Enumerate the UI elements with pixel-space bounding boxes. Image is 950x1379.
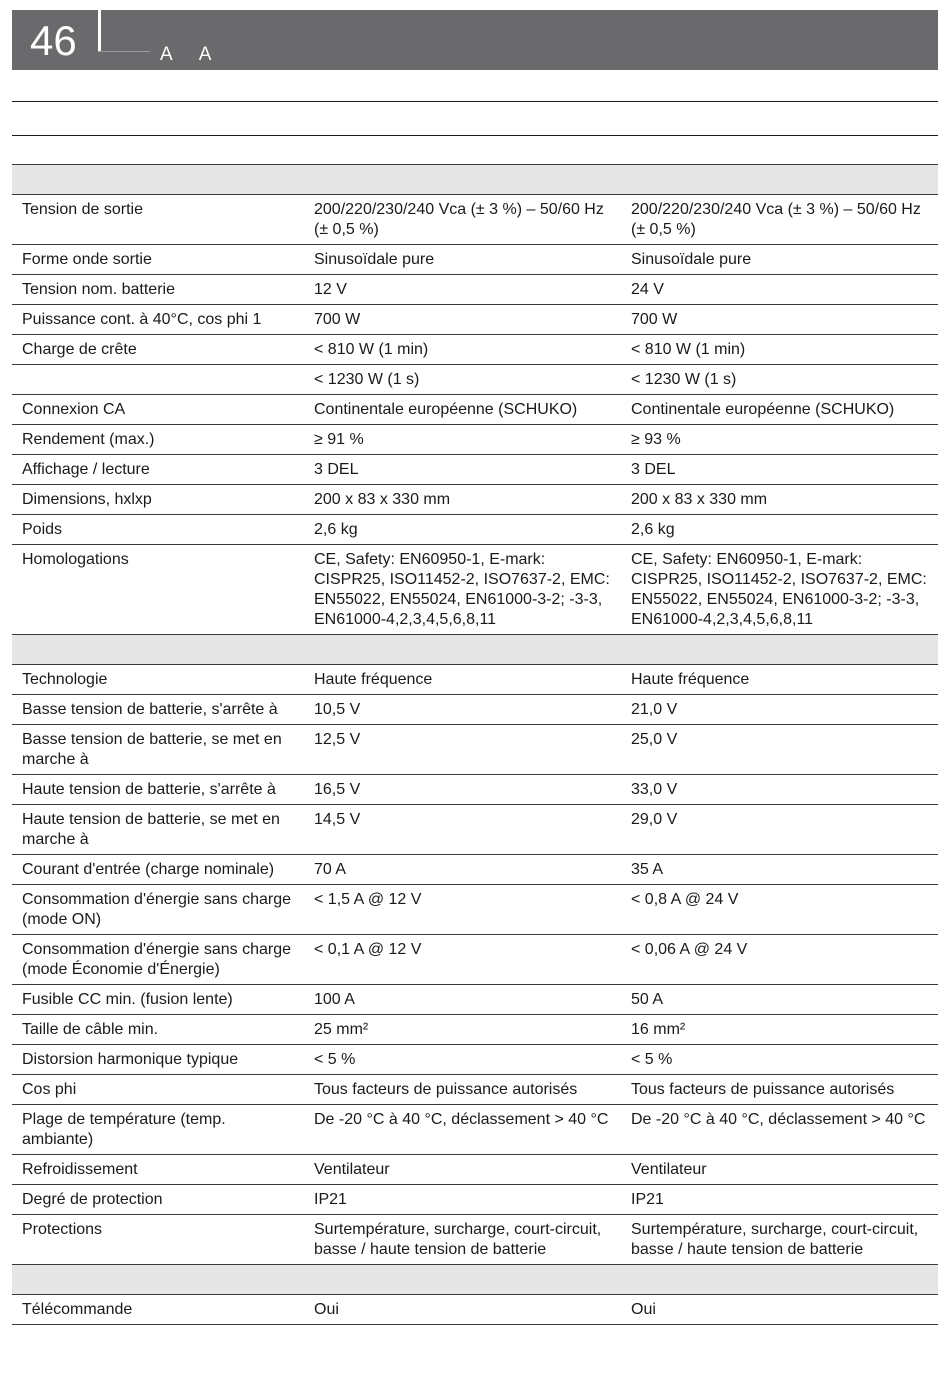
value-model-12v: 12 V — [304, 275, 621, 305]
value-model-24v: 700 W — [621, 305, 938, 335]
table-row — [12, 1155, 938, 1185]
value-model-12v: 12,5 V — [304, 725, 621, 775]
section-title — [12, 1265, 938, 1295]
table-row — [12, 1185, 938, 1215]
value-model-12v: IP21 — [304, 1185, 621, 1215]
spec-label: Forme onde sortie — [12, 245, 304, 275]
value-model-12v: Ventilateur — [304, 1155, 621, 1185]
value-model-24v: ≥ 93 % — [621, 425, 938, 455]
value-model-24v: 24 V — [621, 275, 938, 305]
value-model-24v: 33,0 V — [621, 775, 938, 805]
spec-label: Consommation d'énergie sans charge (mode Économie d'Énergie) — [12, 935, 304, 985]
table-row — [12, 485, 938, 515]
spec-label: Puissance cont. à 40°C, cos phi 1 — [12, 305, 304, 335]
spec-label: Charge de crête — [12, 335, 304, 365]
spec-label: Courant d'entrée (charge nominale) — [12, 855, 304, 885]
value-model-24v: 200 x 83 x 330 mm — [621, 485, 938, 515]
table-row — [12, 1045, 938, 1075]
spec-label: Taille de câble min. — [12, 1015, 304, 1045]
spec-label — [12, 365, 304, 395]
table-row — [12, 1105, 938, 1155]
value-model-12v: CE, Safety: EN60950-1, E-mark: CISPR25, ISO11452-2, ISO7637-2, EMC: EN55022, EN55024, EN61000-3-2; -3-3, EN61000-4,2,3,4,5,6,8,11 — [304, 545, 621, 635]
spec-label: Télécommande — [12, 1295, 304, 1325]
spec-label: Haute tension de batterie, s'arrête à — [12, 775, 304, 805]
value-model-12v: 10,5 V — [304, 695, 621, 725]
value-model-12v: 2,6 kg — [304, 515, 621, 545]
spec-label: Haute tension de batterie, se met en marche à — [12, 805, 304, 855]
spec-label: Cos phi — [12, 1075, 304, 1105]
value-model-12v: 700 W — [304, 305, 621, 335]
table-row — [12, 665, 938, 695]
page-header — [12, 10, 938, 70]
page-number: 46 — [30, 17, 77, 64]
divider-line — [12, 135, 938, 136]
value-model-24v: 2,6 kg — [621, 515, 938, 545]
value-model-12v: 14,5 V — [304, 805, 621, 855]
value-model-24v: 29,0 V — [621, 805, 938, 855]
header-letters — [160, 44, 237, 66]
spec-table — [12, 164, 938, 1325]
spec-label: Degré de protection — [12, 1185, 304, 1215]
spec-label: Homologations — [12, 545, 304, 635]
divider-line — [12, 101, 938, 102]
table-row — [12, 695, 938, 725]
table-row — [12, 275, 938, 305]
table-row — [12, 985, 938, 1015]
value-model-12v: < 1,5 A @ 12 V — [304, 885, 621, 935]
value-model-24v: Haute fréquence — [621, 665, 938, 695]
value-model-24v: Surtempérature, surcharge, court-circuit, basse / haute tension de batterie — [621, 1215, 938, 1265]
value-model-12v: De -20 °C à 40 °C, déclassement > 40 °C — [304, 1105, 621, 1155]
value-model-24v: 50 A — [621, 985, 938, 1015]
value-model-12v: Haute fréquence — [304, 665, 621, 695]
value-model-12v: Tous facteurs de puissance autorisés — [304, 1075, 621, 1105]
section-title — [12, 635, 938, 665]
spec-label: Dimensions, hxlxp — [12, 485, 304, 515]
table-row — [12, 395, 938, 425]
value-model-24v: 21,0 V — [621, 695, 938, 725]
value-model-12v: 200/220/230/240 Vca (± 3 %) – 50/60 Hz (± 0,5 %) — [304, 195, 621, 245]
spec-label: Fusible CC min. (fusion lente) — [12, 985, 304, 1015]
section-header-row — [12, 165, 938, 195]
spec-label: Tension de sortie — [12, 195, 304, 245]
value-model-24v: 3 DEL — [621, 455, 938, 485]
table-row — [12, 1295, 938, 1325]
value-model-24v: 200/220/230/240 Vca (± 3 %) – 50/60 Hz (± 0,5 %) — [621, 195, 938, 245]
value-model-12v: Sinusoïdale pure — [304, 245, 621, 275]
value-model-24v: CE, Safety: EN60950-1, E-mark: CISPR25, ISO11452-2, ISO7637-2, EMC: EN55022, EN55024, EN61000-3-2; -3-3, EN61000-4,2,3,4,5,6,8,11 — [621, 545, 938, 635]
value-model-12v: 3 DEL — [304, 455, 621, 485]
value-model-12v: < 0,1 A @ 12 V — [304, 935, 621, 985]
header-letter: A — [198, 44, 212, 65]
value-model-24v: Ventilateur — [621, 1155, 938, 1185]
value-model-12v: Continentale européenne (SCHUKO) — [304, 395, 621, 425]
value-model-12v: 16,5 V — [304, 775, 621, 805]
spec-label: Protections — [12, 1215, 304, 1265]
spec-label: Consommation d'énergie sans charge (mode ON) — [12, 885, 304, 935]
table-row — [12, 195, 938, 245]
table-row — [12, 725, 938, 775]
value-model-24v: Tous facteurs de puissance autorisés — [621, 1075, 938, 1105]
header-letter: A — [160, 44, 173, 65]
table-row — [12, 545, 938, 635]
value-model-24v: < 0,8 A @ 24 V — [621, 885, 938, 935]
spec-label: Connexion CA — [12, 395, 304, 425]
header-underline — [98, 51, 150, 52]
value-model-24v: De -20 °C à 40 °C, déclassement > 40 °C — [621, 1105, 938, 1155]
table-row — [12, 335, 938, 365]
value-model-12v: < 5 % — [304, 1045, 621, 1075]
spec-label: Tension nom. batterie — [12, 275, 304, 305]
table-row — [12, 515, 938, 545]
table-row — [12, 455, 938, 485]
value-model-24v: 35 A — [621, 855, 938, 885]
value-model-12v: Surtempérature, surcharge, court-circuit, basse / haute tension de batterie — [304, 1215, 621, 1265]
table-row — [12, 425, 938, 455]
value-model-24v: Sinusoïdale pure — [621, 245, 938, 275]
value-model-12v: < 1230 W (1 s) — [304, 365, 621, 395]
table-row — [12, 1015, 938, 1045]
table-row — [12, 365, 938, 395]
spec-label: Basse tension de batterie, s'arrête à — [12, 695, 304, 725]
value-model-12v: Oui — [304, 1295, 621, 1325]
table-row — [12, 855, 938, 885]
value-model-24v: 25,0 V — [621, 725, 938, 775]
table-row — [12, 1215, 938, 1265]
table-row — [12, 775, 938, 805]
table-row — [12, 305, 938, 335]
value-model-24v: IP21 — [621, 1185, 938, 1215]
spec-label: Basse tension de batterie, se met en marche à — [12, 725, 304, 775]
table-row — [12, 1075, 938, 1105]
value-model-12v: 70 A — [304, 855, 621, 885]
value-model-12v: 200 x 83 x 330 mm — [304, 485, 621, 515]
value-model-24v: 16 mm² — [621, 1015, 938, 1045]
section-header-row — [12, 1265, 938, 1295]
section-title — [12, 165, 938, 195]
table-row — [12, 935, 938, 985]
value-model-24v: < 0,06 A @ 24 V — [621, 935, 938, 985]
spec-label: Rendement (max.) — [12, 425, 304, 455]
spec-label: Refroidissement — [12, 1155, 304, 1185]
spec-label: Distorsion harmonique typique — [12, 1045, 304, 1075]
table-row — [12, 805, 938, 855]
spec-label: Affichage / lecture — [12, 455, 304, 485]
header-divider — [98, 10, 101, 52]
value-model-12v: 100 A — [304, 985, 621, 1015]
value-model-12v: ≥ 91 % — [304, 425, 621, 455]
spec-label: Plage de température (temp. ambiante) — [12, 1105, 304, 1155]
value-model-24v: < 5 % — [621, 1045, 938, 1075]
value-model-12v: 25 mm² — [304, 1015, 621, 1045]
value-model-24v: Oui — [621, 1295, 938, 1325]
value-model-24v: < 1230 W (1 s) — [621, 365, 938, 395]
table-row — [12, 245, 938, 275]
spec-label: Technologie — [12, 665, 304, 695]
spec-label: Poids — [12, 515, 304, 545]
value-model-24v: < 810 W (1 min) — [621, 335, 938, 365]
table-row — [12, 885, 938, 935]
value-model-24v: Continentale européenne (SCHUKO) — [621, 395, 938, 425]
value-model-12v: < 810 W (1 min) — [304, 335, 621, 365]
section-header-row — [12, 635, 938, 665]
